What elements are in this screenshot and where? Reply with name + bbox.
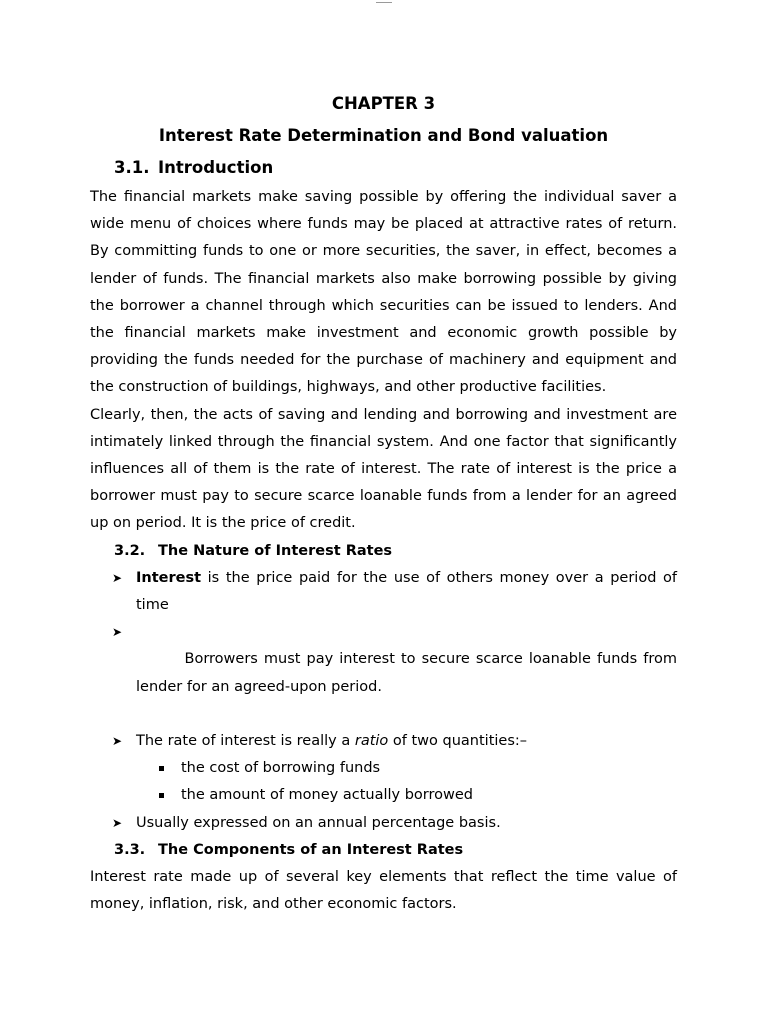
- section-title: Introduction: [158, 158, 274, 177]
- list-item: [90, 619, 682, 728]
- nature-bullet-list-continued: [90, 810, 677, 837]
- chapter-title: Interest Rate Determination and Bond valuation: [158, 126, 609, 145]
- list-item: [90, 728, 677, 755]
- intro-paragraph-1: The financial markets make saving possible by offering the individual saver a wide menu of choices where funds may be placed at attractive rates of return. By committing funds to one or more securities, the saver, in effect, becomes a lender of funds. The financial markets also make borrowing possible by giving the borrower a channel through which securities can be issued to lenders. And the financial markets make investment and economic growth possible by providing the funds needed for the purchase of machinery and equipment and the construction of buildings, highways, and other productive facilities.: [90, 189, 677, 396]
- arrow-bullet-icon: ➤: [112, 734, 123, 749]
- square-bullet-icon: [159, 766, 164, 771]
- components-paragraph: Interest rate made up of several key elements that reflect the time value of money, inflation, risk, and other economic factors.: [90, 869, 677, 913]
- section-number: 3.3.: [114, 841, 146, 858]
- bullet-text: Borrowers must pay interest to secure scarce loanable funds from lender for an agreed-upon period.: [136, 651, 682, 695]
- subitem-text: the amount of money actually borrowed: [181, 787, 473, 804]
- section-heading-introduction: [114, 156, 677, 180]
- section-title: The Components of an Interest Rates: [158, 841, 464, 858]
- section-number: 3.2.: [114, 542, 146, 559]
- bullet-text: The rate of interest is really a: [136, 733, 355, 750]
- chapter-label: CHAPTER 3: [331, 94, 436, 113]
- intro-paragraph-2: Clearly, then, the acts of saving and lending and borrowing and investment are intimately linked through the financial system. And one factor that significantly influences all of them is the rate of interest. The rate of interest is the price a borrower must pay to secure scarce loanable funds from a lender for an agreed up on period. It is the price of credit.: [90, 406, 677, 532]
- section-number: 3.1.: [114, 158, 150, 177]
- list-item: [90, 782, 677, 809]
- bullet-bold-term: Interest: [136, 569, 202, 586]
- bullet-text: is the price paid for the use of others money over a period of time: [136, 569, 677, 614]
- square-bullet-icon: [159, 793, 164, 798]
- nature-bullet-list: [90, 565, 682, 755]
- arrow-bullet-icon: ➤: [112, 570, 123, 585]
- arrow-bullet-icon: ➤: [112, 625, 123, 640]
- bullet-italic-term: ratio: [354, 733, 389, 750]
- page-top-mark: [376, 0, 392, 3]
- list-item: [90, 810, 677, 837]
- ratio-subitem-list: [90, 755, 677, 809]
- document-page: [90, 92, 682, 918]
- section-heading-components: [114, 837, 677, 864]
- list-item: [90, 755, 677, 782]
- bullet-text: Usually expressed on an annual percentage basis.: [136, 814, 501, 831]
- arrow-bullet-icon: ➤: [112, 815, 123, 830]
- subitem-text: the cost of borrowing funds: [181, 760, 381, 777]
- section-title: The Nature of Interest Rates: [158, 542, 393, 559]
- section-heading-nature-of-interest-rates: [114, 538, 677, 565]
- list-item: [90, 565, 677, 619]
- bullet-text-end: of two quantities:–: [388, 733, 528, 750]
